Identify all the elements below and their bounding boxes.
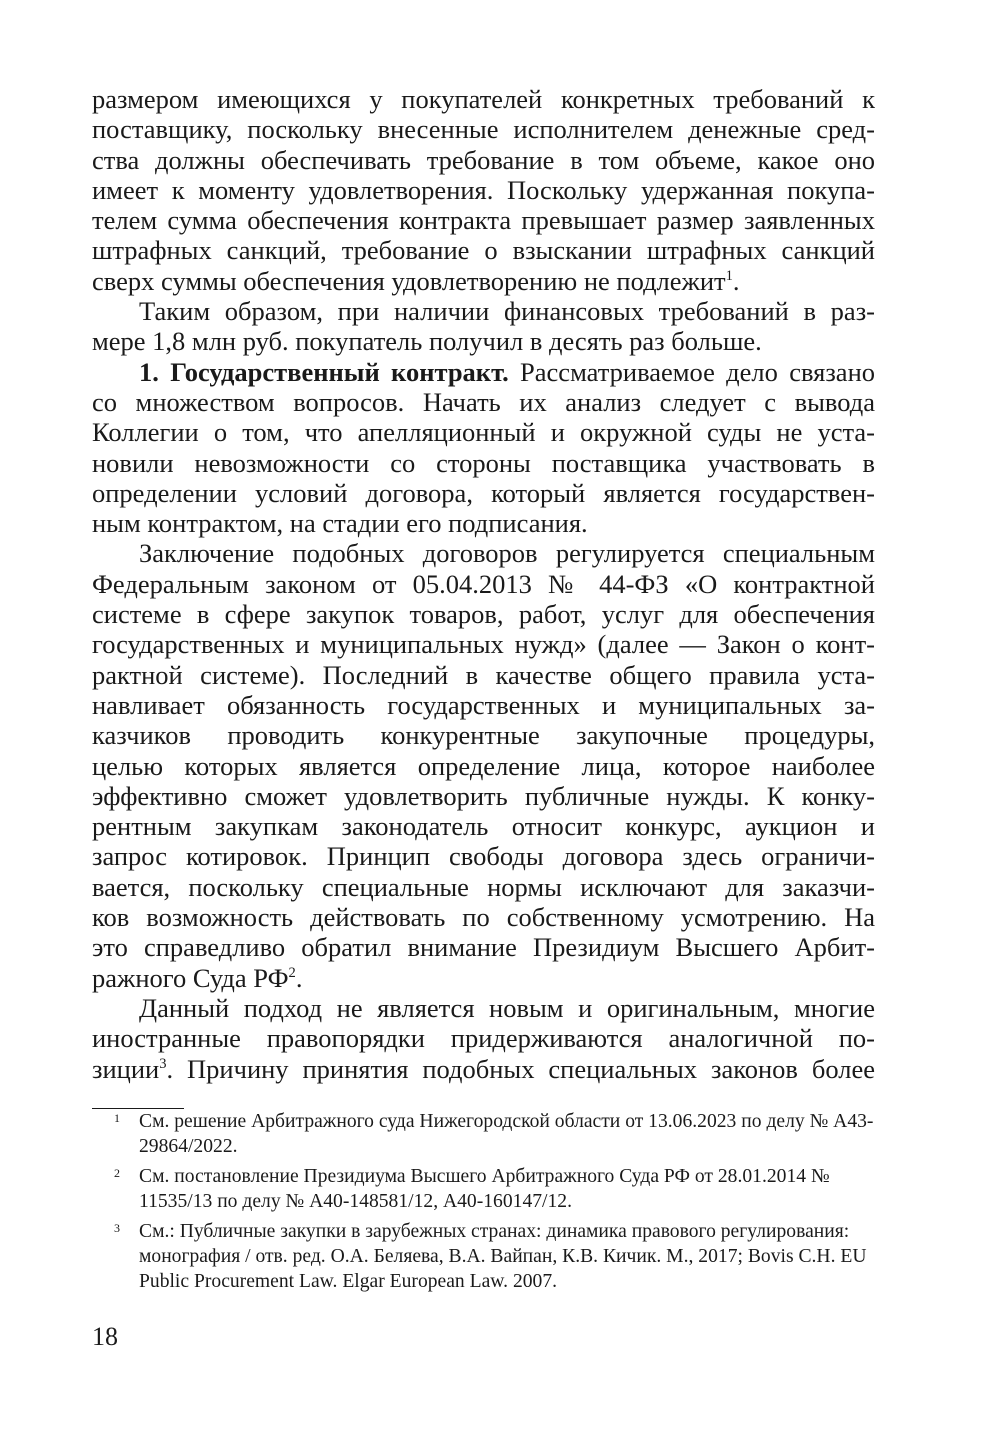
text-fragment: . Причину принятия подобных специальных законов более bbox=[166, 1053, 875, 1084]
footnote-ref[interactable]: 3 bbox=[159, 1055, 167, 1072]
footnote-text: См. решение Арбитражного суда Нижегородской области от 13.06.2023 по делу № А43-29864/2022. bbox=[139, 1111, 874, 1157]
text-line: определении условий договора, который является государствен- bbox=[92, 477, 875, 508]
footnote bbox=[92, 1110, 875, 1159]
text-line bbox=[92, 1054, 875, 1084]
section-heading: 1. Государственный контракт. bbox=[139, 356, 509, 387]
text-line: целью которых является определение лица, которое наиболее bbox=[92, 750, 875, 781]
text-line: рентным закупкам законодатель относит конкурс, аукцион и bbox=[92, 811, 875, 842]
text-line: Федеральным законом от 05.04.2013 № 44-ФЗ «О контрактной bbox=[92, 568, 875, 599]
paragraph bbox=[92, 993, 875, 1084]
text-line: Заключение подобных договоров регулируется специальным bbox=[139, 538, 875, 569]
footnotes bbox=[92, 1110, 875, 1300]
paragraph bbox=[92, 538, 875, 992]
text-line: Таким образом, при наличии финансовых требований в раз- bbox=[139, 296, 875, 327]
text-line: навливает обязанность государственных и муниципальных за- bbox=[92, 689, 875, 720]
text-line bbox=[92, 963, 875, 993]
text-fragment: сверх суммы обеспечения удовлетворению не подлежит bbox=[92, 265, 726, 296]
text-line: телем сумма обеспечения контракта превышает размер заявленных bbox=[92, 205, 875, 236]
footnote bbox=[92, 1165, 875, 1214]
footnote-separator bbox=[92, 1108, 184, 1109]
text-line: ков возможность действовать по собственному усмотрению. На bbox=[92, 902, 875, 933]
footnote-ref[interactable]: 2 bbox=[288, 964, 296, 981]
text-line: это справедливо обратил внимание Президиум Высшего Арбит- bbox=[92, 932, 875, 963]
footnote-number: 3 bbox=[114, 1221, 120, 1236]
text-line: мере 1,8 млн руб. покупатель получил в десять раз больше. bbox=[92, 326, 762, 357]
text-line: вается, поскольку специальные нормы исключают для заказчи- bbox=[92, 871, 875, 902]
footnote bbox=[92, 1220, 875, 1294]
text-fragment: . bbox=[732, 265, 740, 296]
text-line bbox=[92, 357, 875, 387]
text-line: эффективно сможет удовлетворить публичные нужды. К конку- bbox=[92, 780, 875, 811]
text-line: штрафных санкций, требование о взыскании штрафных санкций bbox=[92, 235, 875, 266]
page-number: 18 bbox=[92, 1322, 118, 1351]
text-fragment: Рассматриваемое дело связано bbox=[508, 356, 875, 387]
footnote-ref[interactable]: 1 bbox=[725, 267, 733, 284]
text-line: ным контрактом, на стадии его подписания. bbox=[92, 508, 588, 539]
text-line: новили невозможности со стороны поставщика участвовать в bbox=[92, 447, 875, 478]
footnote-text: См. постановление Президиума Высшего Арбитражного Суда РФ от 28.01.2014 № 11535/13 по делу № А40-148581/12, А40-160147/12. bbox=[139, 1166, 830, 1212]
paragraph bbox=[92, 296, 875, 357]
text-line: Коллегии о том, что апелляционный и окружной суды не уста- bbox=[92, 417, 875, 448]
text-line: казчиков проводить конкурентные закупочные процедуры, bbox=[92, 720, 875, 751]
text-line bbox=[92, 266, 875, 296]
paragraph bbox=[92, 357, 875, 539]
main-text bbox=[92, 84, 875, 1084]
text-fragment: зиции bbox=[92, 1053, 160, 1084]
text-fragment: . bbox=[295, 962, 303, 993]
text-line: государственных и муниципальных нужд» (далее — Закон о конт- bbox=[92, 629, 875, 660]
footnote-text: См.: Публичные закупки в зарубежных странах: динамика правового регулирования: монография / отв. ред. О.А. Беляева, В.А. Вайпан, К.В. Кичик. М., 2017; Bovis C.H. EU Public Procurement Law. Elgar European Law. 2007. bbox=[139, 1221, 867, 1292]
text-line: размером имеющихся у покупателей конкретных требований к bbox=[92, 84, 875, 114]
text-line: запрос котировок. Принцип свободы договора здесь ограничи- bbox=[92, 841, 875, 872]
text-line: иностранные правопорядки придерживаются аналогичной по- bbox=[92, 1023, 875, 1054]
footnote-number: 2 bbox=[114, 1166, 120, 1181]
text-line: Данный подход не является новым и оригинальным, многие bbox=[139, 992, 875, 1023]
footnote-number: 1 bbox=[114, 1111, 120, 1125]
text-line: ства должны обеспечивать требование в том объеме, какое оно bbox=[92, 144, 875, 175]
text-line: со множеством вопросов. Начать их анализ следует с вывода bbox=[92, 386, 875, 417]
text-fragment: ражного Суда РФ bbox=[92, 962, 289, 993]
text-line: поставщику, поскольку внесенные исполнителем денежные сред- bbox=[92, 114, 875, 145]
paragraph bbox=[92, 84, 875, 296]
text-line: рактной системе). Последний в качестве общего правила уста- bbox=[92, 659, 875, 690]
text-line: имеет к моменту удовлетворения. Поскольку удержанная покупа- bbox=[92, 174, 875, 205]
text-line: системе в сфере закупок товаров, работ, услуг для обеспечения bbox=[92, 599, 875, 630]
